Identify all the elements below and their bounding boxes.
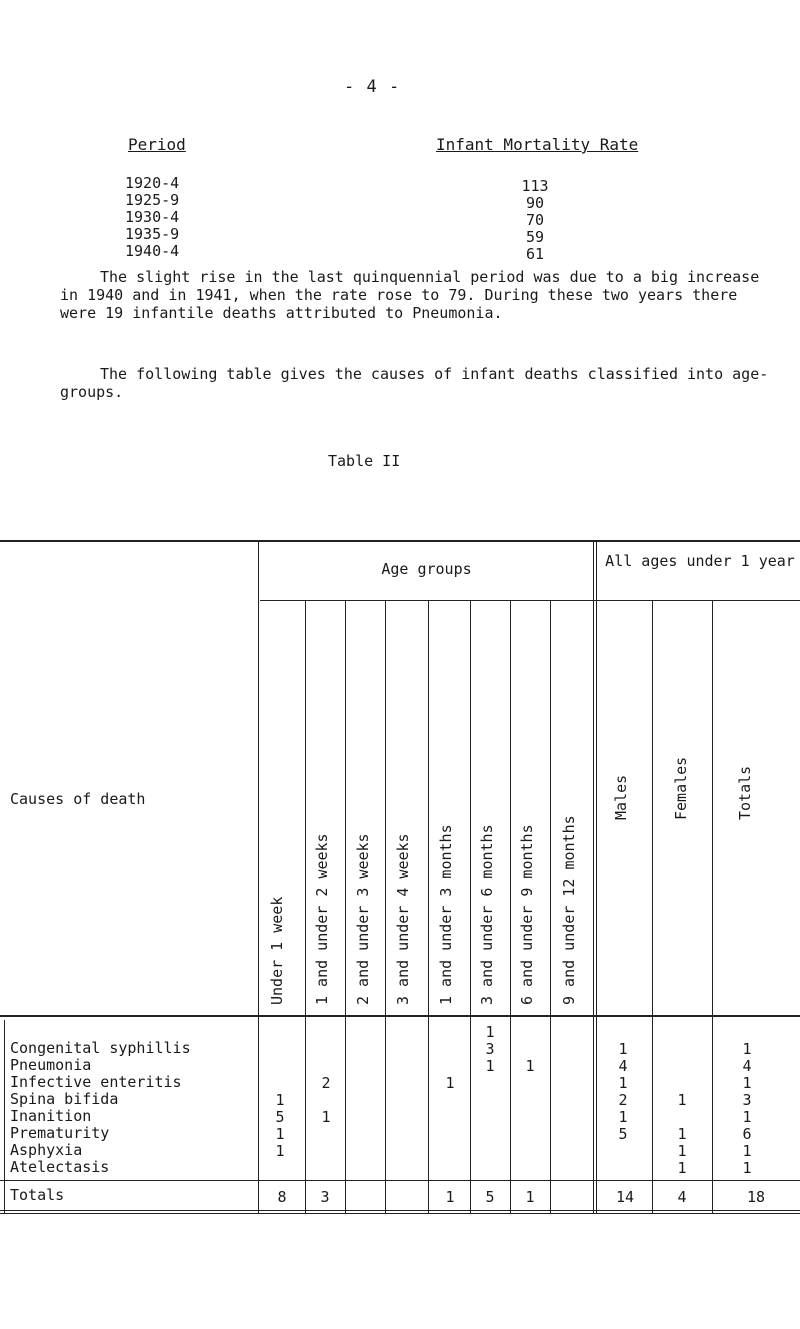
table-cell: 1	[618, 1108, 628, 1126]
table-cell: 1	[742, 1040, 752, 1058]
table-cell: 3	[742, 1091, 752, 1109]
rate-item: 70	[525, 211, 545, 229]
table-cell: 2	[618, 1091, 628, 1109]
paragraph-pneumonia: The slight rise in the last quinquennial period was due to a big increase in 1940 and in 1941, when the rate rose to 79. During these two years there were 19 infantile deaths attributed to Pneumonia.	[60, 268, 760, 322]
rate-list	[510, 178, 560, 263]
col-2-to-3-weeks: 2 and under 3 weeks	[354, 833, 372, 1005]
rate-item: 90	[525, 194, 545, 212]
table-cell: 1	[618, 1040, 628, 1058]
col-totals: Totals	[736, 765, 754, 820]
period-header: Period	[128, 135, 186, 154]
rate-item: 61	[525, 245, 545, 263]
cause-row-label: Prematurity	[10, 1124, 110, 1142]
rate-item: 59	[525, 228, 545, 246]
total-cell: 1	[525, 1188, 535, 1206]
col-females: Females	[672, 756, 690, 820]
page-number: - 4 -	[344, 77, 401, 97]
rate-header: Infant Mortality Rate	[436, 135, 639, 154]
table-cell: 1	[445, 1074, 455, 1092]
table-cell: 1	[485, 1057, 495, 1075]
paragraph-table-intro: The following table gives the causes of infant deaths classified into age-groups.	[60, 365, 769, 401]
table-cell: 1	[618, 1074, 628, 1092]
period-list	[125, 175, 179, 260]
cause-row-label: Infective enteritis	[10, 1073, 182, 1091]
period-item: 1920-4	[125, 174, 180, 192]
total-cell: 14	[615, 1188, 635, 1206]
table-cell: 5	[618, 1125, 628, 1143]
col-males: Males	[612, 774, 630, 820]
col-9-to-12-months: 9 and under 12 months	[560, 815, 578, 1005]
all-ages-header: All ages under 1 year	[605, 552, 795, 570]
table-cell: 4	[618, 1057, 628, 1075]
total-cell: 5	[485, 1188, 495, 1206]
totals-label: Totals	[10, 1186, 65, 1204]
total-cell: 18	[746, 1188, 766, 1206]
table-cell: 1	[321, 1108, 331, 1126]
table-cell: 1	[742, 1108, 752, 1126]
cause-row-label: Spina bifida	[10, 1090, 119, 1108]
period-item: 1930-4	[125, 208, 180, 226]
period-item: 1935-9	[125, 225, 180, 243]
rate-item: 113	[521, 177, 549, 195]
total-cell: 3	[320, 1188, 330, 1206]
col-under-1-week: Under 1 week	[268, 896, 286, 1005]
table-cell: 1	[275, 1091, 285, 1109]
table-cell: 1	[677, 1125, 687, 1143]
table-cell: 1	[677, 1159, 687, 1177]
cause-row-label: Pneumonia	[10, 1056, 92, 1074]
table-cell: 1	[742, 1074, 752, 1092]
col-3-to-6-months: 3 and under 6 months	[478, 824, 496, 1005]
col-1-to-2-weeks: 1 and under 2 weeks	[313, 833, 331, 1005]
table-cell: 3	[485, 1040, 495, 1058]
table-cell: 1	[525, 1057, 535, 1075]
causes-header: Causes of death	[10, 790, 146, 808]
age-groups-header: Age groups	[381, 560, 472, 578]
table-cell: 2	[321, 1074, 331, 1092]
period-item: 1940-4	[125, 242, 180, 260]
col-1-to-3-months: 1 and under 3 months	[437, 824, 455, 1005]
table-cell: 1	[742, 1159, 752, 1177]
period-item: 1925-9	[125, 191, 180, 209]
cause-row-label: Asphyxia	[10, 1141, 83, 1159]
causes-list	[10, 1040, 191, 1176]
total-cell: 1	[445, 1188, 455, 1206]
col-3-to-4-weeks: 3 and under 4 weeks	[394, 833, 412, 1005]
table-cell: 1	[275, 1142, 285, 1160]
table-cell: 1	[742, 1142, 752, 1160]
table-cell: 5	[275, 1108, 285, 1126]
cause-row-label: Congenital syphillis	[10, 1039, 191, 1057]
cause-row-label: Atelectasis	[10, 1158, 110, 1176]
table-cell: 1	[275, 1125, 285, 1143]
table-cell: 1	[677, 1091, 687, 1109]
col-6-to-9-months: 6 and under 9 months	[518, 824, 536, 1005]
cause-row-label: Inanition	[10, 1107, 92, 1125]
table-caption: Table II	[328, 452, 401, 470]
total-cell: 4	[677, 1188, 687, 1206]
table-cell: 1	[485, 1023, 495, 1041]
table-cell: 1	[677, 1142, 687, 1160]
table-cell: 4	[742, 1057, 752, 1075]
total-cell: 8	[277, 1188, 287, 1206]
table-cell: 6	[742, 1125, 752, 1143]
